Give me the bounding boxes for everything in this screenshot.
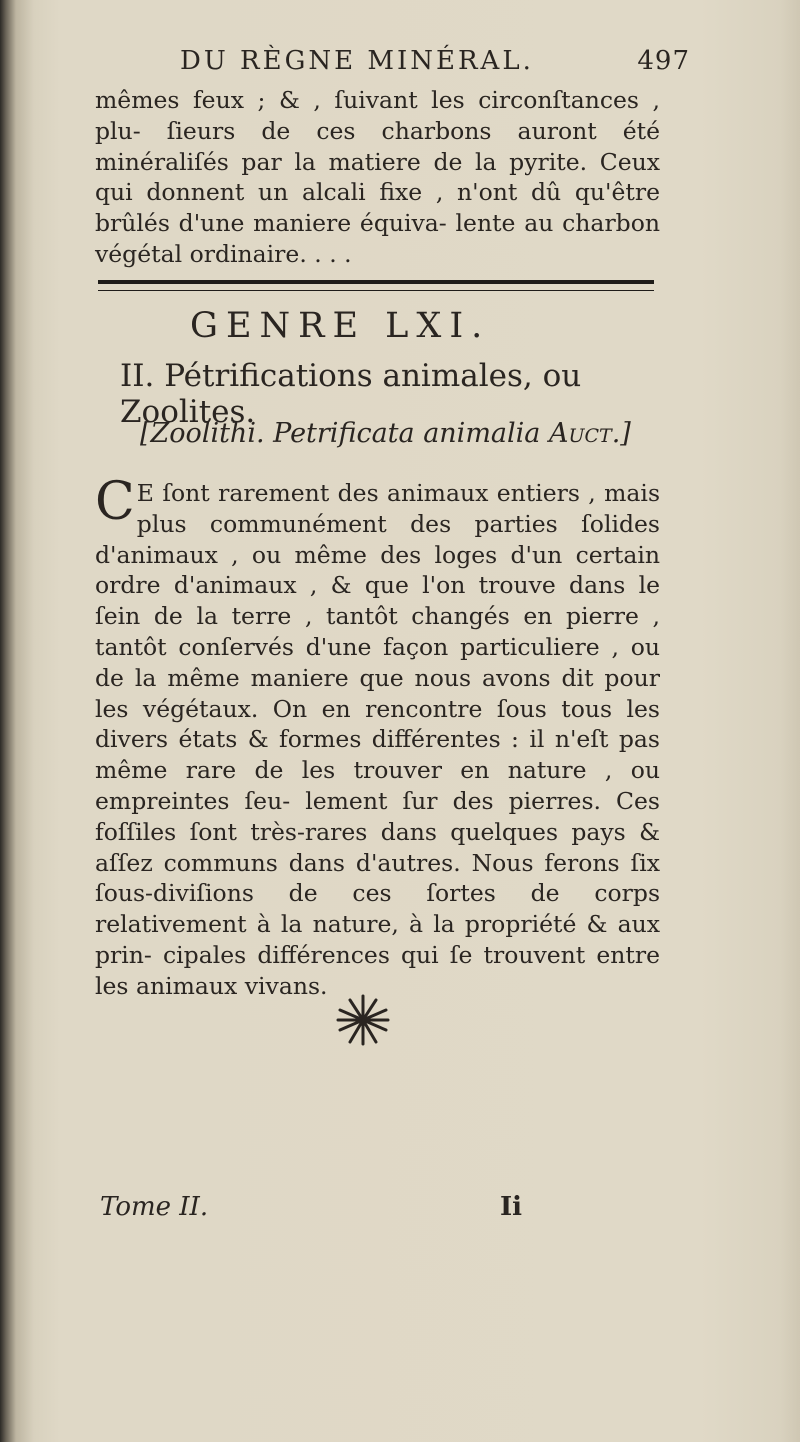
genre-heading: GENRE LXI. [190, 306, 491, 346]
signature-mark: Ii [500, 1192, 523, 1222]
fleuron-ornament-icon [328, 990, 398, 1050]
latin-synonym [140, 418, 700, 449]
latin-synonym-close: ] [620, 418, 631, 449]
section-heading: II. Pétrifications animales, ou Zoolites. [120, 358, 582, 430]
section-rule [98, 280, 654, 291]
running-header [180, 46, 690, 76]
paragraph-1-text: mêmes feux ; & , ſuivant les circonſtances , plu- ſieurs de ces charbons auront été minéraliſés par la matiere de la pyrite. Ceux qui donnent un alcali fixe , n'ont dû qu'être brûlés d'une maniere équiva- lente au charbon végétal ordinaire. . . . [95, 86, 660, 268]
latin-author: Auct. [548, 418, 621, 449]
drop-cap: C [95, 472, 135, 532]
paragraph-main [95, 472, 660, 1002]
paragraph-2-text: E ſont rarement des animaux entiers , mais plus communément des parties ſolides d'animaux , ou même des loges d'un certain ordre d'animaux , & que l'on trouve dans le ſein de la terre , tantôt changés en pierre , tantôt conſervés d'une façon particuliere , ou de la même maniere que nous avons dit pour les végétaux. On en rencontre ſous tous les divers états & formes différentes : il n'eſt pas même rare de les trouver en nature , ou empreintes ſeu- lement ſur des pierres. Ces foſſiles ſont très-rares dans quelques pays & aſſez communs dans d'autres. Nous ferons ſix ſous-diviſions de ces ſortes de corps relativement à la nature, à la propriété & aux prin- cipales différences qui ſe trouvent entre les animaux vivans. [95, 479, 660, 1000]
volume-indicator: Tome II. [100, 1192, 209, 1222]
paragraph-continuation [95, 85, 660, 270]
running-title: DU RÈGNE MINÉRAL. [180, 46, 534, 76]
latin-synonym-text: [Zoolithi. Petrificata animalia [140, 418, 549, 449]
page-number: 497 [637, 46, 690, 76]
